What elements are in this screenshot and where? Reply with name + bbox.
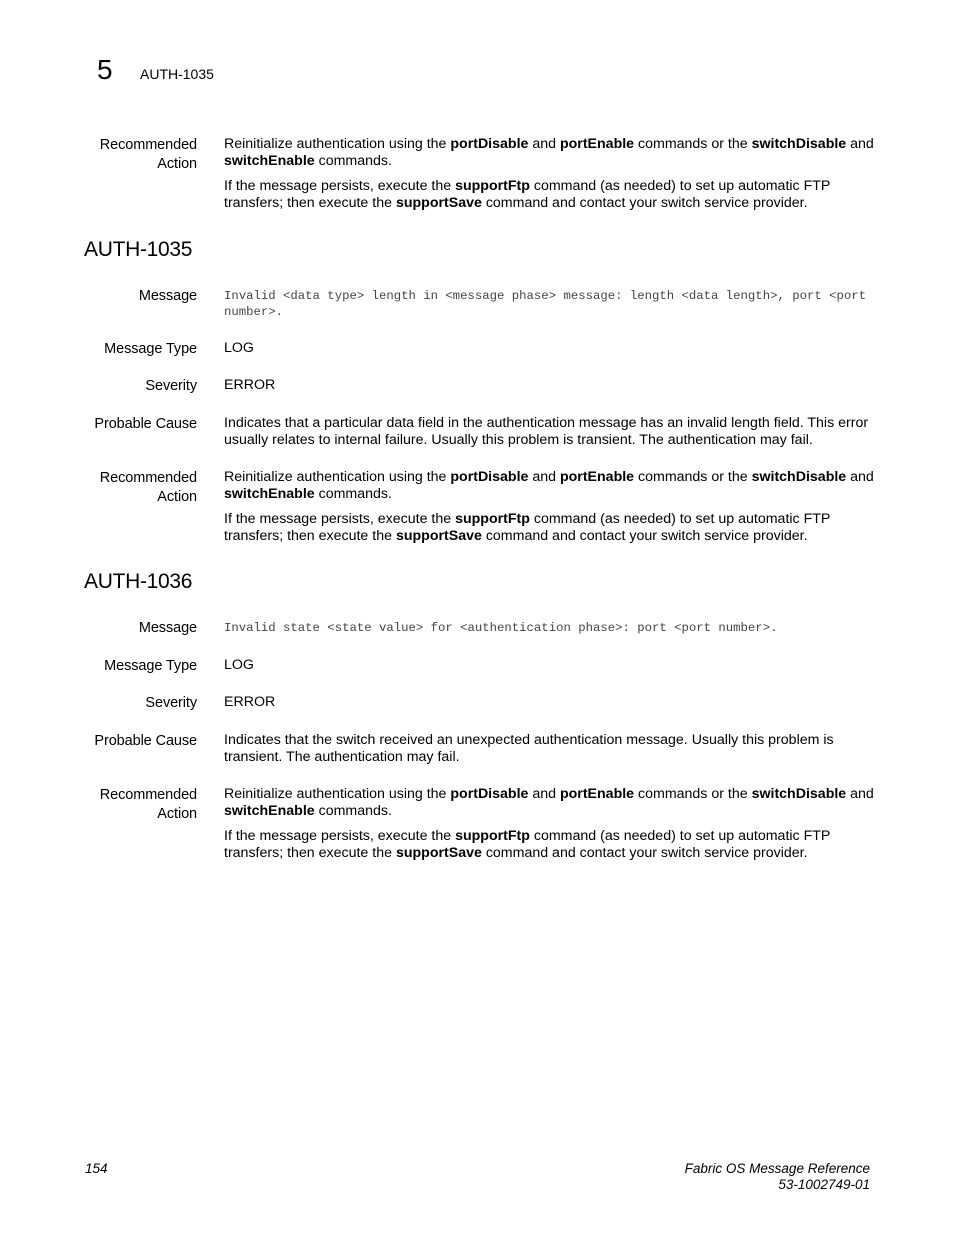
running-header-title: AUTH-1035 — [140, 66, 214, 82]
severity-value: ERROR — [224, 694, 276, 710]
probable-cause-text: Indicates that the switch received an unexpected authentication message. Usually this problem is transient. The authentication may fail. — [224, 732, 834, 765]
probable-cause-label: Probable Cause — [94, 416, 197, 432]
message-label: Message — [138, 288, 197, 304]
message-type-label: Message Type — [104, 341, 197, 357]
chapter-number: 5 — [97, 54, 113, 85]
recommended-action-text — [224, 136, 874, 212]
action-paragraph-1: Reinitialize authentication using the portDisable and portEnable commands or the switchDisable and switchEnable commands. — [224, 786, 874, 819]
recommended-action-label: Recommended Action — [99, 470, 197, 505]
footer-doc-number: 53-1002749-01 — [778, 1177, 870, 1192]
action-paragraph-1: Reinitialize authentication using the portDisable and portEnable commands or the switchDisable and switchEnable commands. — [224, 136, 874, 169]
message-type-value: LOG — [224, 340, 254, 356]
probable-cause-label: Probable Cause — [94, 733, 197, 749]
action-paragraph-2: If the message persists, execute the supportFtp command (as needed) to set up automatic FTP transfers; then execute the supportSave command and contact your switch service provider. — [224, 828, 831, 861]
severity-label: Severity — [145, 695, 197, 711]
footer-doc-info — [685, 1161, 870, 1193]
recommended-action-label: Recommended Action — [99, 787, 197, 822]
message-text: Invalid state <state value> for <authentication phase>: port <port number>. — [224, 621, 778, 635]
page-number: 154 — [85, 1161, 108, 1176]
severity-value: ERROR — [224, 377, 276, 393]
section-heading: AUTH-1035 — [84, 238, 193, 261]
action-paragraph-2: If the message persists, execute the supportFtp command (as needed) to set up automatic FTP transfers; then execute the supportSave command and contact your switch service provider. — [224, 511, 831, 544]
action-paragraph-1: Reinitialize authentication using the portDisable and portEnable commands or the switchDisable and switchEnable commands. — [224, 469, 874, 502]
recommended-action-text — [224, 469, 874, 545]
recommended-action-label: Recommended Action — [99, 137, 197, 172]
section-heading: AUTH-1036 — [84, 570, 193, 593]
message-type-value: LOG — [224, 657, 254, 673]
message-label: Message — [138, 620, 197, 636]
message-text: Invalid <data type> length in <message phase> message: length <data length>, port <port number>. — [224, 289, 867, 319]
action-paragraph-2: If the message persists, execute the supportFtp command (as needed) to set up automatic FTP transfers; then execute the supportSave command and contact your switch service provider. — [224, 178, 831, 211]
probable-cause-text: Indicates that a particular data field in the authentication message has an invalid length field. This error usually relates to internal failure. Usually this problem is transient. The authentication may fail. — [224, 415, 869, 448]
message-type-label: Message Type — [104, 658, 197, 674]
recommended-action-text — [224, 786, 874, 862]
footer-doc-title: Fabric OS Message Reference — [684, 1161, 870, 1176]
severity-label: Severity — [145, 378, 197, 394]
